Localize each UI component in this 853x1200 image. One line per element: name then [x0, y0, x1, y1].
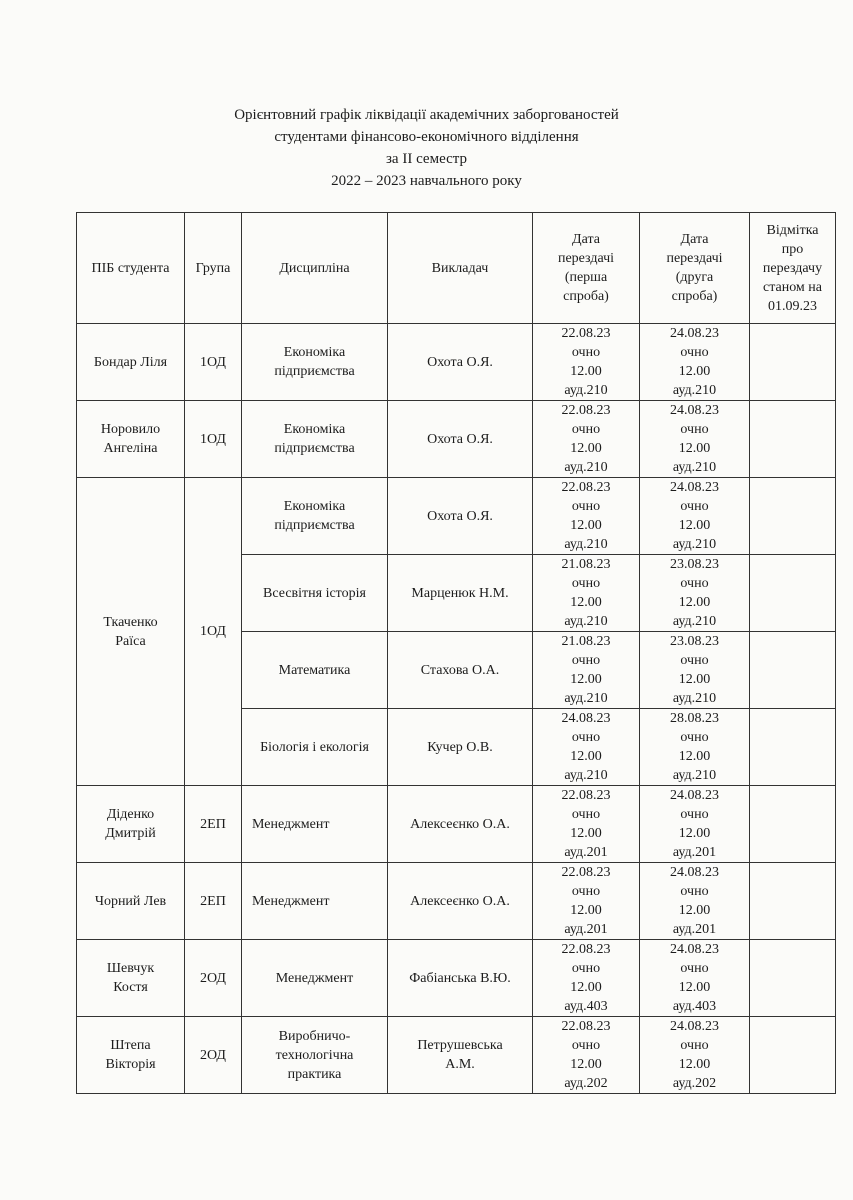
group-cell: 1ОД	[185, 324, 242, 401]
teacher-cell: Охота О.Я.	[388, 401, 533, 478]
group-cell: 1ОД	[185, 401, 242, 478]
date-first-cell: 24.08.23 очно 12.00 ауд.210	[533, 709, 640, 786]
title-line-3: за II семестр	[386, 151, 467, 167]
date-second-cell: 24.08.23 очно 12.00 ауд.403	[640, 940, 750, 1017]
teacher-cell: Стахова О.А.	[388, 632, 533, 709]
date-first-cell: 22.08.23 очно 12.00 ауд.201	[533, 786, 640, 863]
discipline-cell: Економіка підприємства	[242, 401, 388, 478]
discipline-cell: Виробничо- технологічна практика	[242, 1017, 388, 1094]
mark-cell	[750, 478, 836, 555]
teacher-cell: Охота О.Я.	[388, 478, 533, 555]
student-name-cell: Діденко Дмитрій	[77, 786, 185, 863]
date-first-cell: 21.08.23 очно 12.00 ауд.210	[533, 555, 640, 632]
discipline-cell: Менеджмент	[242, 940, 388, 1017]
table-row	[77, 478, 836, 555]
teacher-cell: Охота О.Я.	[388, 324, 533, 401]
teacher-cell: Кучер О.В.	[388, 709, 533, 786]
teacher-cell: Фабіанська В.Ю.	[388, 940, 533, 1017]
teacher-cell: Петрушевська А.М.	[388, 1017, 533, 1094]
date-second-cell: 23.08.23 очно 12.00 ауд.210	[640, 555, 750, 632]
discipline-cell: Математика	[242, 632, 388, 709]
date-second-cell: 24.08.23 очно 12.00 ауд.201	[640, 786, 750, 863]
mark-cell	[750, 1017, 836, 1094]
group-cell: 2ЕП	[185, 786, 242, 863]
date-second-cell: 24.08.23 очно 12.00 ауд.201	[640, 863, 750, 940]
header-discipline: Дисципліна	[242, 213, 388, 324]
teacher-cell: Алексеєнко О.А.	[388, 786, 533, 863]
table-row	[77, 1017, 836, 1094]
date-first-cell: 21.08.23 очно 12.00 ауд.210	[533, 632, 640, 709]
date-second-cell: 23.08.23 очно 12.00 ауд.210	[640, 632, 750, 709]
teacher-cell: Алексеєнко О.А.	[388, 863, 533, 940]
mark-cell	[750, 786, 836, 863]
header-teacher: Викладач	[388, 213, 533, 324]
table-row	[77, 324, 836, 401]
date-first-cell: 22.08.23 очно 12.00 ауд.210	[533, 478, 640, 555]
header-group: Група	[185, 213, 242, 324]
table-row	[77, 401, 836, 478]
discipline-cell: Менеджмент	[242, 863, 388, 940]
table-row	[77, 863, 836, 940]
discipline-cell: Економіка підприємства	[242, 324, 388, 401]
mark-cell	[750, 632, 836, 709]
student-name-cell: Чорний Лев	[77, 863, 185, 940]
header-date-first: Дата перездачі (перша спроба)	[533, 213, 640, 324]
date-first-cell: 22.08.23 очно 12.00 ауд.403	[533, 940, 640, 1017]
document-title	[0, 104, 853, 192]
table-body	[77, 324, 836, 1094]
date-first-cell: 22.08.23 очно 12.00 ауд.201	[533, 863, 640, 940]
group-cell: 2ОД	[185, 940, 242, 1017]
student-name-cell: Шевчук Костя	[77, 940, 185, 1017]
mark-cell	[750, 555, 836, 632]
header-mark: Відмітка про перездачу станом на 01.09.23	[750, 213, 836, 324]
teacher-cell: Марценюк Н.М.	[388, 555, 533, 632]
date-second-cell: 24.08.23 очно 12.00 ауд.210	[640, 478, 750, 555]
mark-cell	[750, 863, 836, 940]
group-cell: 2ЕП	[185, 863, 242, 940]
date-second-cell: 24.08.23 очно 12.00 ауд.202	[640, 1017, 750, 1094]
date-first-cell: 22.08.23 очно 12.00 ауд.210	[533, 324, 640, 401]
student-name-cell: Норовило Ангеліна	[77, 401, 185, 478]
table-row	[77, 940, 836, 1017]
discipline-cell: Біологія і екологія	[242, 709, 388, 786]
discipline-cell: Менеджмент	[242, 786, 388, 863]
mark-cell	[750, 324, 836, 401]
title-line-2: студентами фінансово-економічного відділення	[274, 129, 579, 145]
mark-cell	[750, 709, 836, 786]
date-first-cell: 22.08.23 очно 12.00 ауд.202	[533, 1017, 640, 1094]
table-row	[77, 786, 836, 863]
discipline-cell: Економіка підприємства	[242, 478, 388, 555]
header-date-second: Дата перездачі (друга спроба)	[640, 213, 750, 324]
table-header-row	[77, 213, 836, 324]
mark-cell	[750, 401, 836, 478]
mark-cell	[750, 940, 836, 1017]
date-second-cell: 28.08.23 очно 12.00 ауд.210	[640, 709, 750, 786]
retake-schedule-table	[76, 212, 836, 1094]
group-cell: 1ОД	[185, 478, 242, 786]
date-first-cell: 22.08.23 очно 12.00 ауд.210	[533, 401, 640, 478]
title-line-4: 2022 – 2023 навчального року	[331, 173, 522, 189]
student-name-cell: Ткаченко Раїса	[77, 478, 185, 786]
title-line-1: Орієнтовний графік ліквідації академічних заборгованостей	[234, 107, 619, 123]
date-second-cell: 24.08.23 очно 12.00 ауд.210	[640, 401, 750, 478]
discipline-cell: Всесвітня історія	[242, 555, 388, 632]
date-second-cell: 24.08.23 очно 12.00 ауд.210	[640, 324, 750, 401]
group-cell: 2ОД	[185, 1017, 242, 1094]
student-name-cell: Бондар Ліля	[77, 324, 185, 401]
header-student: ПІБ студента	[77, 213, 185, 324]
student-name-cell: Штепа Вікторія	[77, 1017, 185, 1094]
